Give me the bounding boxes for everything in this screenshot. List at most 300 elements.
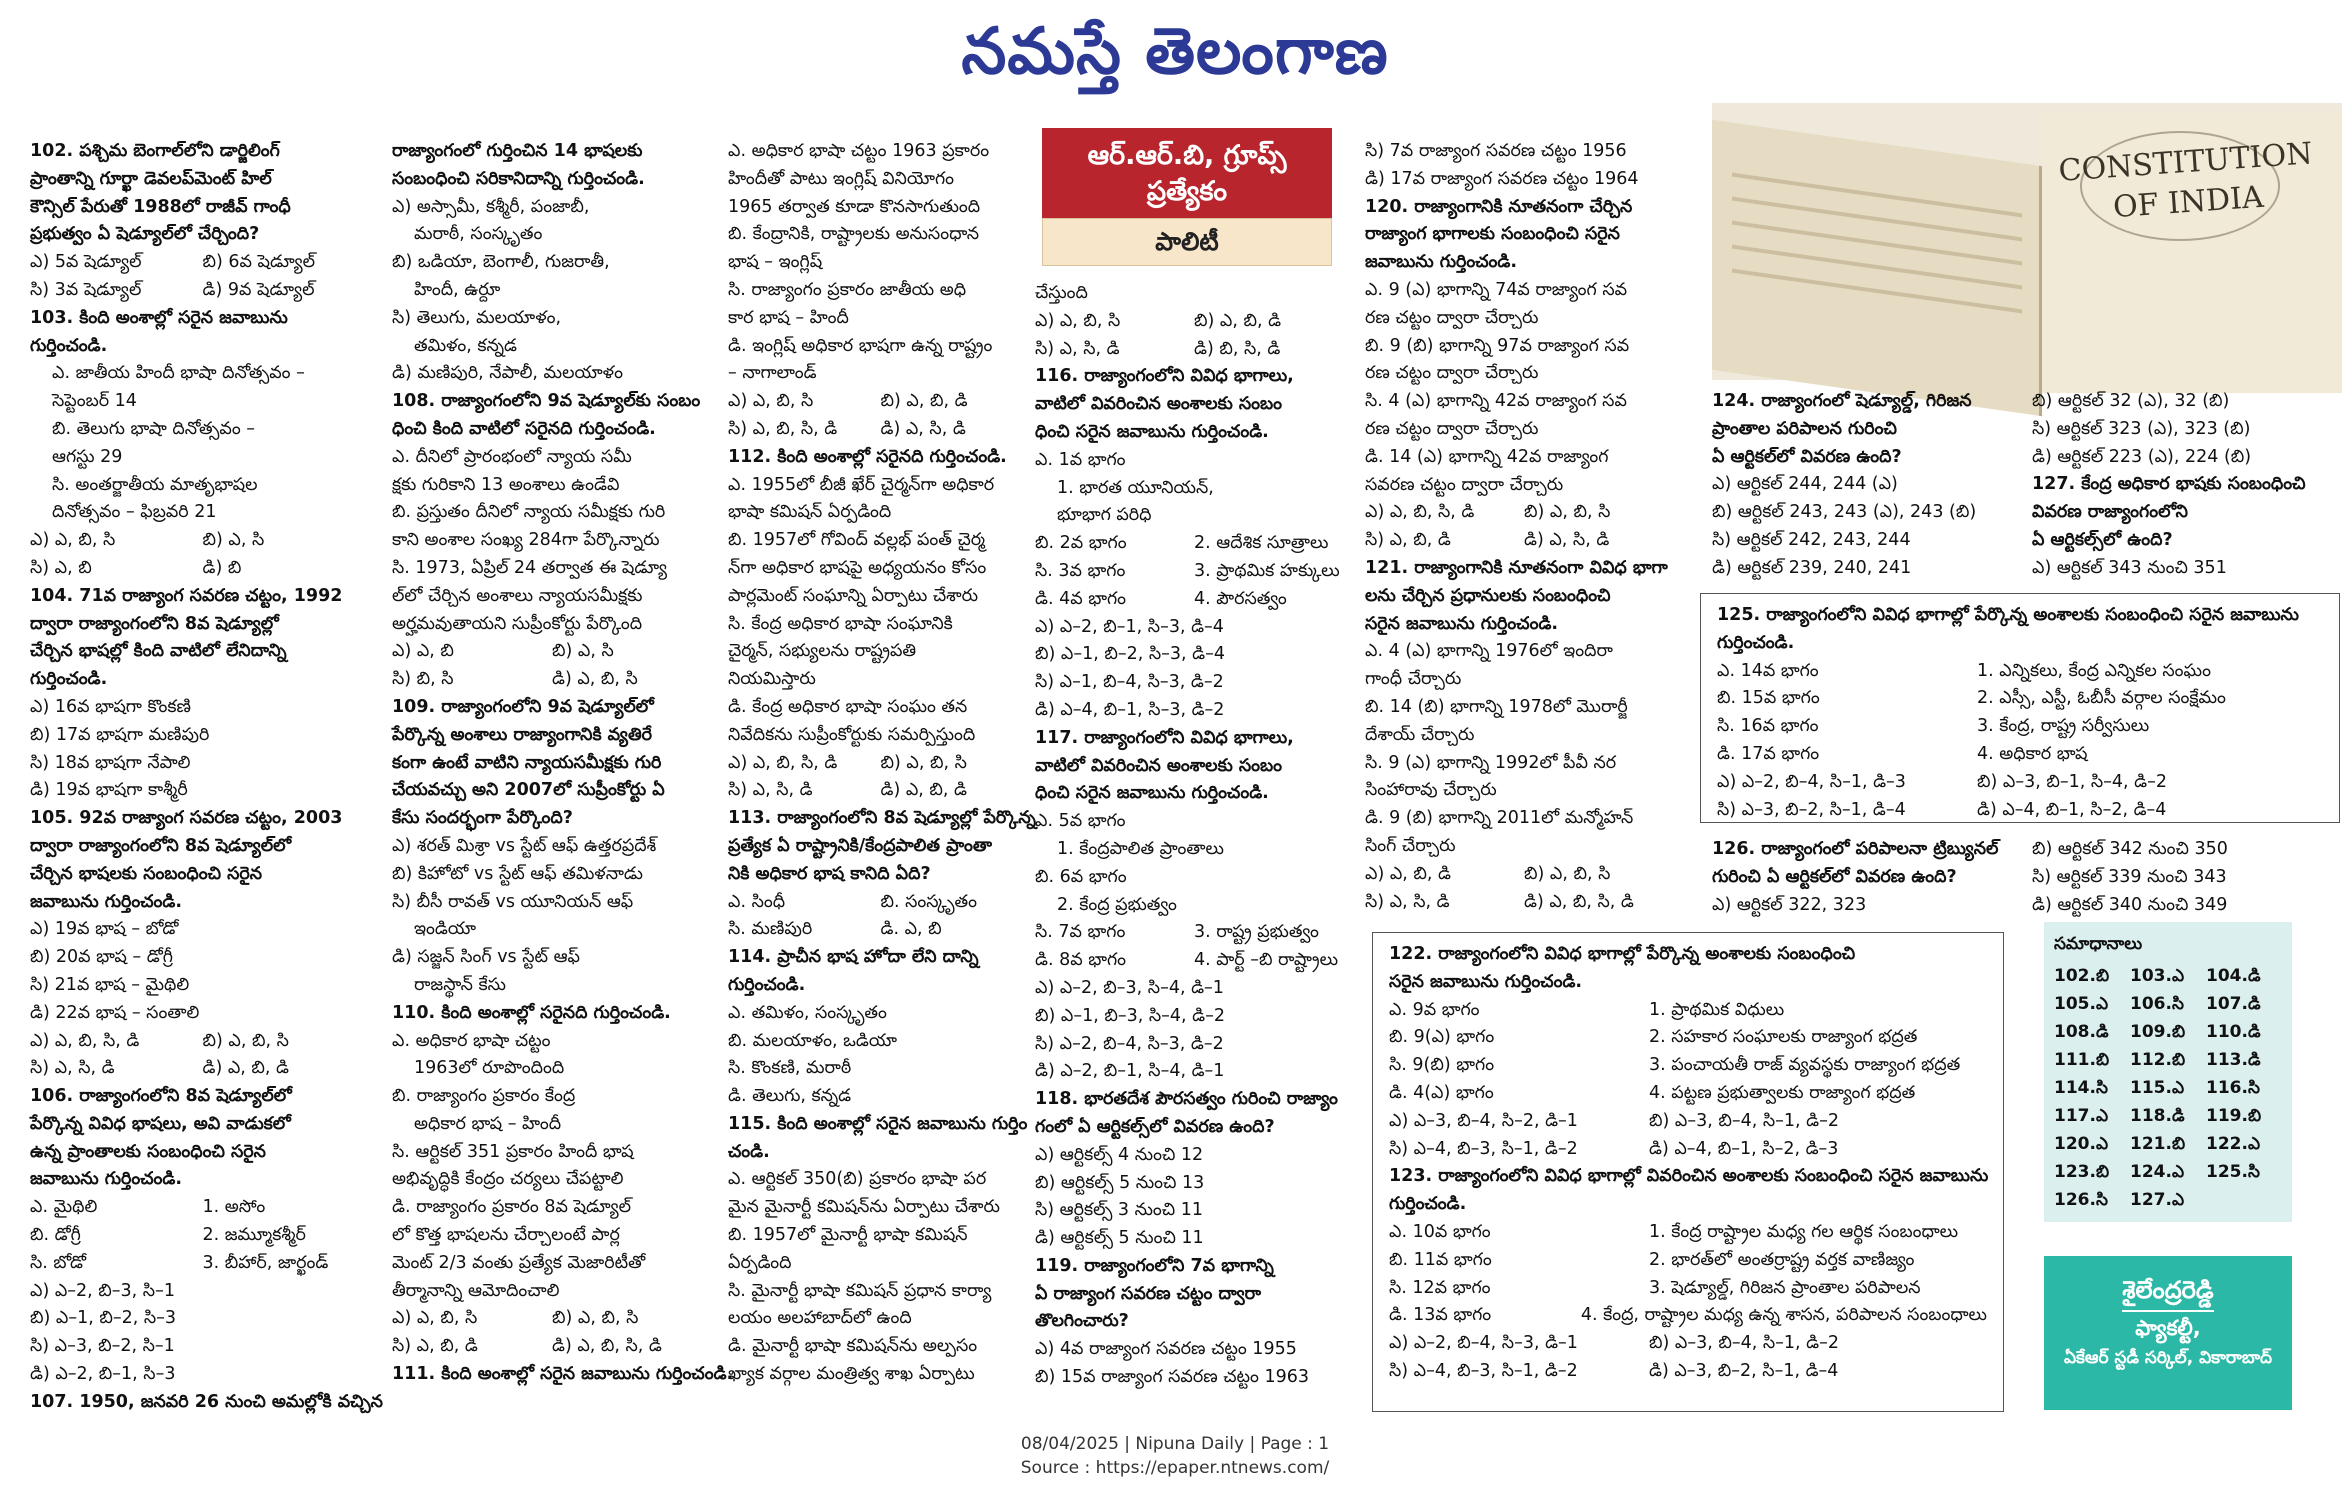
text-line: ఎ) శరత్ మిశ్రా vs స్టేట్ ఆఫ్ ఉత్తరప్రదేశ్ bbox=[392, 835, 657, 856]
option-left: సి) ఎ, సి, డి bbox=[30, 1058, 115, 1079]
column-5 bbox=[1365, 138, 1683, 918]
question-line: 102. పశ్చిమ బెంగాల్‌లోని డార్జిలింగ్ bbox=[30, 141, 280, 161]
option-left: సి) ఎ, సి, డి bbox=[1035, 338, 1120, 359]
question-line: జవాబును గుర్తించండి. bbox=[30, 891, 183, 912]
option-pair-line bbox=[1035, 558, 1353, 586]
text-line: సి. 4 (ఎ) భాగాన్ని 42వ రాజ్యాంగ సవ bbox=[1365, 391, 1627, 412]
question-line: ద్వారా రాజ్యాంగంలోని 8వ షెడ్యూల్‌లో bbox=[30, 835, 292, 856]
answer-item: 124.ఎ bbox=[2130, 1162, 2185, 1182]
book-left-page bbox=[1712, 120, 2042, 416]
text-line: డి) 19వ భాషగా కాశ్మీరీ bbox=[30, 780, 188, 801]
text-line: సి) ఆర్టికల్స్ 3 నుంచి 11 bbox=[1035, 1200, 1204, 1221]
question-line: గంలో ఏ ఆర్టికల్స్‌లో వివరణ ఉంది? bbox=[1035, 1116, 1275, 1137]
question-line: తొలగించారు? bbox=[1035, 1311, 1129, 1332]
text-line: బి) ఒడియా, బెంగాలీ, గుజరాతీ, bbox=[392, 252, 610, 273]
option-left: బి. డోగ్రీ bbox=[30, 1225, 81, 1246]
question-line: సరైన జవాబును గుర్తించండి. bbox=[1365, 613, 1559, 634]
author-place: ఏకేఆర్ స్టడీ సర్కిల్, వికారాబాద్ bbox=[2063, 1348, 2273, 1368]
text-line: ఎ) ఆర్టికల్ 244, 244 (ఎ) bbox=[1712, 474, 1898, 495]
question-line: 122. రాజ్యాంగంలోని వివిధ భాగాల్లో పేర్కొన్న అంశాలకు సంబంధించి bbox=[1389, 944, 1856, 964]
option-left: బి. 9(ఎ) భాగం bbox=[1389, 1027, 1495, 1048]
option-left: సి) ఎ–4, బి–3, సి–1, డి–2 bbox=[1389, 1360, 1578, 1381]
answer-item: 119.బి bbox=[2206, 1106, 2262, 1126]
question-line: చేర్చిన భాషలకు సంబంధించి సరైన bbox=[30, 863, 263, 884]
text-line: ల్‌లో చేర్చిన అంశాలు న్యాయసమీక్షకు bbox=[392, 585, 643, 606]
text-line: సి) 21వ భాష – మైథిలి bbox=[30, 974, 190, 995]
option-left: సి) ఎ–4, బి–3, సి–1, డి–2 bbox=[1389, 1138, 1578, 1159]
footer-source-line: Source : https://epaper.ntnews.com/ bbox=[1020, 1458, 1330, 1478]
text-line: డి. ఇంగ్లిష్ అధికార భాషగా ఉన్న రాష్ట్రం bbox=[728, 335, 993, 356]
text-line: సి) 7వ రాజ్యాంగ సవరణ చట్టం 1956 bbox=[1365, 141, 1627, 161]
question-line: 108. రాజ్యాంగంలోని 9వ షెడ్యూల్‌కు సంబం bbox=[392, 391, 701, 412]
option-left: ఎ) ఎ, బి, సి bbox=[392, 1308, 478, 1329]
option-right: బి. సంస్కృతం bbox=[880, 891, 978, 912]
text-line: దేశాయ్ చేర్చారు bbox=[1365, 724, 1475, 745]
text-line: ఎ) 4వ రాజ్యాంగ సవరణ చట్టం 1955 bbox=[1035, 1339, 1297, 1360]
option-pair-line bbox=[30, 1250, 375, 1278]
text-line: హిందీ, ఉర్దూ bbox=[414, 279, 501, 300]
option-right: బి) ఎ, బి, సి bbox=[552, 1308, 639, 1329]
text-line: బి) ఎ–1, బి–2, సి–3 bbox=[30, 1308, 177, 1329]
question-line: 113. రాజ్యాంగంలోని 8వ షెడ్యూల్లో పేర్కొన్న bbox=[728, 808, 1036, 829]
text-line: సవరణ చట్టం ద్వారా చేర్చారు bbox=[1365, 474, 1564, 495]
option-left: డి. 4వ భాగం bbox=[1035, 588, 1127, 609]
option-right: బి) ఎ–3, బి–4, సి–1, డి–2 bbox=[1649, 1333, 1839, 1354]
option-right: 1. అసోం bbox=[202, 1197, 266, 1218]
question-line: 116. రాజ్యాంగంలోని వివిధ భాగాలు, bbox=[1035, 366, 1294, 387]
option-pair-line bbox=[1365, 889, 1683, 917]
option-right: డి) ఎ–4, బి–1, సి–2, డి–4 bbox=[1977, 799, 2167, 820]
text-line: సింహారావు చేర్చారు bbox=[1365, 780, 1497, 801]
option-right: 3. బీహార్, జార్ఖండ్ bbox=[202, 1252, 329, 1273]
option-right: 4. పార్ట్ –బి రాష్ట్రాలు bbox=[1194, 950, 1339, 971]
option-right: డి) ఎ, బి, డి bbox=[880, 780, 967, 801]
question-line: ధించి సరైన జవాబును గుర్తించండి. bbox=[1035, 421, 1269, 442]
text-line: సి. అంతర్జాతీయ మాతృభాషల bbox=[52, 474, 258, 495]
option-left: ఎ) ఎ, బి bbox=[392, 641, 454, 662]
q124-left bbox=[1712, 388, 2032, 583]
option-pair-line bbox=[728, 916, 1033, 944]
text-line: ఎ. దీనిలో ప్రారంభంలో న్యాయ సమీ bbox=[392, 446, 632, 467]
text-line: బి) ఆర్టికల్ 243, 243 (ఎ), 243 (బి) bbox=[1712, 502, 1977, 523]
text-line: డి) ఆర్టికల్ 239, 240, 241 bbox=[1712, 557, 1912, 578]
option-right: డి) ఎ, బి, సి, డి bbox=[1524, 891, 1634, 912]
question-line: ప్రభుత్వం ఏ షెడ్యూల్‌లో చేర్చింది? bbox=[30, 224, 260, 245]
question-line: నికి అధికార భాష కానిది ఏది? bbox=[728, 863, 931, 884]
question-line: ప్రాంతాన్ని గూర్ఖా డెవలప్‌మెంట్ హిల్ bbox=[30, 168, 272, 189]
option-pair-line bbox=[1389, 1080, 1987, 1108]
text-line: దినోత్సవం – ఫిబ్రవరి 21 bbox=[52, 502, 217, 523]
text-line: బి) ఆర్టికల్స్ 5 నుంచి 13 bbox=[1035, 1172, 1205, 1193]
question-line: జవాబును గుర్తించండి. bbox=[30, 1169, 183, 1190]
answer-item: 120.ఎ bbox=[2054, 1134, 2109, 1154]
answers-title: సమాధానాలు bbox=[2054, 934, 2143, 954]
option-left: ఎ) ఎ, బి, సి bbox=[30, 530, 116, 551]
option-left: ఎ. సింధీ bbox=[728, 891, 786, 912]
text-line: బి) ఎ–1, బి–3, సి–4, డి–2 bbox=[1035, 1005, 1225, 1026]
question-line: 118. భారతదేశ పౌరసత్వం గురించి రాజ్యాం bbox=[1035, 1089, 1338, 1110]
text-line: ఎ. అధికార భాషా చట్టం 1963 ప్రకారం bbox=[728, 141, 990, 161]
option-right: బి) ఎ, బి, సి bbox=[880, 752, 967, 773]
option-right: బి) ఎ–3, బి–4, సి–1, డి–2 bbox=[1649, 1110, 1839, 1131]
option-left: ఎ) ఎ, బి, సి, డి bbox=[30, 1030, 140, 1051]
question-line: గురించి ఏ ఆర్టికల్‌లో వివరణ ఉంది? bbox=[1712, 866, 1957, 887]
question-line: ధించి కింది వాటిలో సరైనది గుర్తించండి. bbox=[392, 418, 656, 439]
text-line: డి. తెలుగు, కన్నడ bbox=[728, 1086, 852, 1107]
option-left: సి) ఎ, బి, డి bbox=[1365, 530, 1451, 551]
text-line: ఏర్పడింది bbox=[728, 1252, 792, 1273]
text-line: 2. కేంద్ర ప్రభుత్వం bbox=[1057, 894, 1177, 915]
option-pair-line bbox=[1717, 741, 2323, 769]
question-line: చేయవచ్చు అని 2007లో సుప్రీంకోర్టు ఏ bbox=[392, 780, 665, 801]
question-line: చండి. bbox=[728, 1141, 770, 1162]
option-pair-line bbox=[1365, 499, 1683, 527]
option-left: సి. 9(బి) భాగం bbox=[1389, 1055, 1495, 1076]
option-left: ఎ) ఎ, బి, డి bbox=[1365, 863, 1451, 884]
option-right: 1. ప్రాథమిక విధులు bbox=[1649, 999, 1785, 1020]
text-line: నివేదికను సుప్రీంకోర్టుకు సమర్పిస్తుంది bbox=[728, 724, 976, 745]
text-line: డి) ఆర్టికల్ 340 నుంచి 349 bbox=[2032, 894, 2228, 915]
option-pair-line bbox=[1035, 947, 1353, 975]
text-line: బి. ప్రస్తుతం దీనిలో న్యాయ సమీక్షకు గురి bbox=[392, 502, 666, 523]
text-line: ఎ. జాతీయ హిందీ భాషా దినోత్సవం – bbox=[52, 363, 305, 384]
text-line: భూభాగ పరిధి bbox=[1057, 505, 1152, 526]
text-line: ఎ) ఎ–2, బి–1, సి–3, డి–4 bbox=[1035, 616, 1224, 637]
question-line: 115. కింది అంశాల్లో సరైన జవాబును గుర్తిం bbox=[728, 1113, 1028, 1134]
option-pair-line bbox=[1389, 1108, 1987, 1136]
option-right: డి) ఎ, బి, డి bbox=[202, 1058, 289, 1079]
text-line: సి. కొంకణి, మరాఠీ bbox=[728, 1058, 852, 1079]
answer-item: 127.ఎ bbox=[2130, 1190, 2185, 1210]
text-line: నియమిస్తారు bbox=[728, 669, 816, 690]
option-right: 3. ప్రాథమిక హక్కులు bbox=[1194, 560, 1340, 581]
option-left: సి) బి, సి bbox=[392, 669, 454, 690]
option-left: బి. 15వ భాగం bbox=[1717, 688, 1820, 709]
question-line: గుర్తించండి. bbox=[30, 669, 108, 690]
option-left: ఎ. మైథిలి bbox=[30, 1197, 98, 1218]
text-line: బి. 14 (బి) భాగాన్ని 1978లో మొరార్జీ bbox=[1365, 696, 1628, 717]
option-pair-line bbox=[1389, 1275, 1987, 1303]
text-line: డి. 14 (ఎ) భాగాన్ని 42వ రాజ్యాంగ bbox=[1365, 446, 1609, 467]
option-left: సి. 3వ భాగం bbox=[1035, 560, 1126, 581]
question-line: 103. కింది అంశాల్లో సరైన జవాబును bbox=[30, 307, 288, 328]
text-line: బి. రాజ్యాంగం ప్రకారం కేంద్ర bbox=[392, 1086, 576, 1107]
answer-item: 115.ఎ bbox=[2130, 1078, 2185, 1098]
question-line: 107. 1950, జనవరి 26 నుంచి అమల్లోకి వచ్చిన bbox=[30, 1391, 383, 1412]
option-right: డి) ఎ, బి, సి, డి bbox=[552, 1336, 662, 1357]
text-line: ఎ. 1955లో బీజీ ఖేర్ చైర్మన్‌గా అధికార bbox=[728, 474, 995, 495]
text-line: 1963లో రూపొందింది bbox=[414, 1058, 565, 1079]
option-left: సి. బోడో bbox=[30, 1252, 87, 1273]
option-right: బి) 6వ షెడ్యూల్ bbox=[202, 252, 316, 273]
text-line: బి. 9 (బి) భాగాన్ని 97వ రాజ్యాంగ సవ bbox=[1365, 335, 1630, 356]
question-line: కౌన్సిల్ పేరుతో 1988లో రాజీవ్ గాంధీ bbox=[30, 196, 291, 217]
question-126 bbox=[1712, 836, 2342, 926]
option-right: బి) ఎ–3, బి–1, సి–4, డి–2 bbox=[1977, 771, 2167, 792]
text-line: ఎ) ఆర్టికల్స్ 4 నుంచి 12 bbox=[1035, 1144, 1204, 1165]
text-line: కార భాష – హిందీ bbox=[728, 307, 849, 328]
text-line: రణ చట్టం ద్వారా చేర్చారు bbox=[1365, 307, 1539, 328]
newspaper-title: నమస్తే తెలంగాణ bbox=[961, 15, 1389, 89]
option-pair-line bbox=[728, 889, 1033, 917]
question-line: వాటిలో వివరించిన అంశాలకు సంబం bbox=[1035, 394, 1283, 415]
text-line: మైన మైనార్టీ కమిషన్‌ను ఏర్పాటు చేశారు bbox=[728, 1197, 1000, 1218]
option-pair-line bbox=[30, 555, 375, 583]
text-line: డి) ఎ–2, బి–1, సి–4, డి–1 bbox=[1035, 1061, 1225, 1082]
answer-item: 110.డి bbox=[2206, 1022, 2261, 1042]
option-pair-line bbox=[1389, 1136, 1987, 1164]
answer-item: 122.ఎ bbox=[2206, 1134, 2261, 1154]
question-line: ధించి సరైన జవాబును గుర్తించండి. bbox=[1035, 783, 1269, 804]
text-line: చైర్మన్, సభ్యులను రాష్ట్రపతి bbox=[728, 641, 917, 662]
answer-item: 106.సి bbox=[2130, 994, 2184, 1014]
text-line: సి) ఆర్టికల్ 323 (ఎ), 323 (బి) bbox=[2032, 418, 2251, 439]
question-line: ద్వారా రాజ్యాంగంలోని 8వ షెడ్యూల్లో bbox=[30, 613, 279, 634]
question-line: 117. రాజ్యాంగంలోని వివిధ భాగాలు, bbox=[1035, 727, 1294, 748]
option-pair-line bbox=[30, 1222, 375, 1250]
masthead bbox=[0, 4, 2350, 100]
option-pair-line bbox=[1717, 713, 2323, 741]
option-right: డి) ఎ, సి, డి bbox=[1524, 530, 1610, 551]
question-line: జవాబును గుర్తించండి. bbox=[1365, 252, 1518, 273]
question-line: 123. రాజ్యాంగంలోని వివిధ భాగాల్లో వివరించిన అంశాలకు సంబంధించి సరైన జవాబును bbox=[1389, 1166, 1989, 1187]
option-right: 3. రాష్ట్ర ప్రభుత్వం bbox=[1194, 922, 1319, 943]
question-line: రాజ్యాంగ భాగాలకు సంబంధించి సరైన bbox=[1365, 224, 1620, 245]
question-line: 104. 71వ రాజ్యాంగ సవరణ చట్టం, 1992 bbox=[30, 585, 343, 606]
option-left: ఎ) ఎ, బి, సి, డి bbox=[728, 752, 838, 773]
question-line: 105. 92వ రాజ్యాంగ సవరణ చట్టం, 2003 bbox=[30, 808, 343, 829]
option-pair-line bbox=[392, 1333, 712, 1361]
text-line: బి. 1957లో మైనార్టీ భాషా కమిషన్ bbox=[728, 1225, 968, 1246]
option-left: డి. 13వ భాగం bbox=[1389, 1305, 1492, 1326]
text-line: న్‌గా అధికార భాషపై అధ్యయనం కోసం bbox=[728, 557, 987, 578]
text-line: సి. 1973, ఏప్రిల్ 24 తర్వాత ఈ షెడ్యూ bbox=[392, 557, 668, 578]
question-line: చేర్చిన భాషల్లో కింది వాటిలో లేనిదాన్ని bbox=[30, 641, 287, 662]
option-pair-line bbox=[1035, 586, 1353, 614]
option-left: ఎ) ఎ–2, బి–4, సి–1, డి–3 bbox=[1717, 771, 1906, 792]
text-line: బి. మలయాళం, ఒడియా bbox=[728, 1030, 898, 1051]
column-2 bbox=[392, 138, 734, 1398]
question-line: కేసు సందర్భంగా పేర్కొంది? bbox=[392, 808, 573, 829]
question-line: 124. రాజ్యాంగంలో షెడ్యూల్డ్, గిరిజన bbox=[1712, 391, 1972, 411]
option-left: సి. 7వ భాగం bbox=[1035, 922, 1126, 943]
option-pair-line bbox=[1035, 308, 1353, 336]
text-line: డి) ఎ–4, బి–1, సి–3, డి–2 bbox=[1035, 699, 1225, 720]
text-line: మరాఠీ, సంస్కృతం bbox=[414, 224, 543, 245]
option-left: సి) ఎ, సి, డి bbox=[728, 780, 813, 801]
option-pair-line bbox=[392, 1305, 712, 1333]
text-line: బి. కేంద్రానికి, రాష్ట్రాలకు అనుసంధాన bbox=[728, 224, 980, 245]
option-pair-line bbox=[1365, 861, 1683, 889]
text-line: సి) 18వ భాషగా నేపాలి bbox=[30, 752, 191, 773]
text-line: ఎ. తమిళం, సంస్కృతం bbox=[728, 1002, 887, 1023]
question-line: కంగా ఉంటే వాటిని న్యాయసమీక్షకు గురి bbox=[392, 752, 662, 773]
text-line: కాని అంశాల సంఖ్య 284గా పేర్కొన్నారు bbox=[392, 530, 660, 551]
text-line: డి. మైనార్టీ భాషా కమిషన్‌ను అల్పసం bbox=[728, 1336, 978, 1357]
text-line: ఇండియా bbox=[414, 919, 477, 940]
question-line: 121. రాజ్యాంగానికి నూతనంగా వివిధ భాగా bbox=[1365, 557, 1668, 578]
cover-text: CONSTITUTION OF INDIA bbox=[2057, 136, 2314, 226]
text-line: డి) 17వ రాజ్యాంగ సవరణ చట్టం 1964 bbox=[1365, 168, 1639, 189]
option-left: ఎ) 5వ షెడ్యూల్ bbox=[30, 252, 142, 273]
author-box bbox=[2044, 1256, 2292, 1410]
option-right: బి) ఎ, సి bbox=[552, 641, 614, 662]
question-line: సరైన జవాబును గుర్తించండి. bbox=[1389, 971, 1583, 992]
option-pair-line bbox=[392, 666, 712, 694]
answer-item: 103.ఎ bbox=[2130, 966, 2185, 986]
column-1 bbox=[30, 138, 383, 1412]
option-right: బి) ఎ, బి, డి bbox=[880, 391, 968, 412]
text-line: రణ చట్టం ద్వారా చేర్చారు bbox=[1365, 363, 1539, 384]
option-right: డి) ఎ, బి, సి bbox=[552, 669, 638, 690]
question-line: ప్రాంతాల పరిపాలన గురించి bbox=[1712, 418, 1897, 439]
option-right: బి) ఎ, సి bbox=[202, 530, 265, 551]
option-left: ఎ. 10వ భాగం bbox=[1389, 1221, 1491, 1242]
option-left: సి) ఎ–3, బి–2, సి–1, డి–4 bbox=[1717, 799, 1906, 820]
option-left: సి) ఎ, బి, డి bbox=[392, 1336, 478, 1357]
text-line: సి) ఎ–2, బి–4, సి–3, డి–2 bbox=[1035, 1033, 1224, 1054]
text-line: 1965 తర్వాత కూడా కొనసాగుతుంది bbox=[728, 196, 981, 217]
text-line: బి. 1957లో గోవింద్ వల్లభ్ పంత్ చైర్మ bbox=[728, 530, 986, 551]
answer-item: 118.డి bbox=[2130, 1106, 2185, 1126]
option-pair-line bbox=[728, 777, 1033, 805]
text-line: – నాగాలాండ్ bbox=[728, 363, 817, 384]
text-line: మెంట్ 2/3 వంతు ప్రత్యేక మెజారిటీతో bbox=[392, 1252, 646, 1273]
question-line: గుర్తించండి. bbox=[728, 974, 806, 995]
option-right: 1. ఎన్నికలు, కేంద్ర ఎన్నికల సంఘం bbox=[1977, 660, 2211, 681]
column-3 bbox=[728, 138, 1036, 1398]
option-pair-line bbox=[1717, 685, 2323, 713]
option-pair-line bbox=[1389, 997, 1987, 1025]
text-line: సి) తెలుగు, మలయాళం, bbox=[392, 307, 562, 328]
text-line: ఎ. ఆర్టికల్ 350(బి) ప్రకారం భాషా పర bbox=[728, 1169, 987, 1190]
answer-item: 105.ఎ bbox=[2054, 994, 2109, 1014]
answer-item: 117.ఎ bbox=[2054, 1106, 2109, 1126]
text-line: డి) 22వ భాష – సంతాలి bbox=[30, 1002, 200, 1023]
text-line: గాంధీ చేర్చారు bbox=[1365, 669, 1462, 690]
option-right: డి) ఎ–4, బి–1, సి–2, డి–3 bbox=[1649, 1138, 1839, 1159]
text-line: బి) ఆర్టికల్ 342 నుంచి 350 bbox=[2032, 839, 2228, 859]
section-badge bbox=[1042, 128, 1332, 268]
text-line: ఆగస్టు 29 bbox=[52, 446, 123, 467]
column-4 bbox=[1035, 280, 1353, 1400]
text-line: బి) 17వ భాషగా మణిపురి bbox=[30, 724, 210, 745]
option-pair-line bbox=[1717, 797, 2323, 825]
text-line: అధికార భాష – హిందీ bbox=[414, 1113, 562, 1134]
question-line: పేర్కొన్న అంశాలు రాజ్యాంగానికి వ్యతిరే bbox=[392, 724, 653, 745]
answer-item: 111.బి bbox=[2054, 1050, 2110, 1070]
question-line: ప్రత్యేక ఏ రాష్ట్రానికి/కేంద్రపాలిత ప్రాంతా bbox=[728, 835, 992, 856]
option-right: డి) ఎ, సి, డి bbox=[880, 418, 966, 439]
option-right: డి) బి, సి, డి bbox=[1194, 338, 1281, 359]
answer-item: 126.సి bbox=[2054, 1190, 2108, 1210]
option-pair-line bbox=[1389, 1024, 1987, 1052]
option-right: 3. షెడ్యూల్డ్, గిరిజన ప్రాంతాల పరిపాలన bbox=[1649, 1277, 1921, 1298]
text-line: రాజస్థాన్ కేసు bbox=[414, 974, 506, 995]
question-line: ఏ రాజ్యాంగ సవరణ చట్టం ద్వారా bbox=[1035, 1283, 1262, 1304]
answers-box bbox=[2044, 922, 2292, 1222]
q127-right bbox=[2032, 388, 2342, 583]
option-left: సి) ఎ, సి, డి bbox=[1365, 891, 1450, 912]
question-line: గుర్తించండి. bbox=[30, 335, 108, 356]
text-line: బి. తెలుగు భాషా దినోత్సవం – bbox=[52, 418, 256, 439]
text-line: భాషా కమిషన్ ఏర్పడింది bbox=[728, 502, 892, 523]
text-line: అభివృద్ధికి కేంద్రం చర్యలు చేపట్టాలి bbox=[392, 1169, 624, 1190]
question-line: ఏ ఆర్టికల్‌లో వివరణ ఉంది? bbox=[1712, 446, 1902, 467]
q126-left bbox=[1712, 836, 2032, 919]
text-line: ఖ్యాక వర్గాల మంత్రిత్వ శాఖ ఏర్పాటు bbox=[728, 1364, 975, 1385]
text-line: పార్లమెంట్ సంఘాన్ని ఏర్పాటు చేశారు bbox=[728, 585, 979, 606]
answer-item: 104.డి bbox=[2206, 966, 2261, 986]
option-right: 2. సహకార సంఘాలకు రాజ్యాంగ భద్రత bbox=[1649, 1027, 1918, 1048]
answer-item: 102.బి bbox=[2054, 966, 2110, 986]
q126-right bbox=[2032, 836, 2342, 919]
text-line: అర్హమవుతాయని సుప్రీంకోర్టు పేర్కొంది bbox=[392, 613, 643, 634]
option-pair-line bbox=[728, 388, 1033, 416]
text-line: డి) సజ్జన్ సింగ్ vs స్టేట్ ఆఫ్ bbox=[392, 947, 580, 968]
question-line: గుర్తించండి. bbox=[1389, 1194, 1467, 1215]
text-line: ఎ) ఆర్టికల్ 343 నుంచి 351 bbox=[2032, 557, 2227, 578]
author-role: ఫ్యాకల్టీ, bbox=[2135, 1316, 2201, 1340]
option-right: 2. జమ్మూకశ్మీర్ bbox=[202, 1225, 306, 1246]
footer-date-line: 08/04/2025 | Nipuna Daily | Page : 1 bbox=[1020, 1434, 1330, 1454]
option-pair-line bbox=[1389, 1219, 1987, 1247]
question-line: 109. రాజ్యాంగంలోని 9వ షెడ్యూల్‌లో bbox=[392, 696, 654, 717]
option-pair-line bbox=[1717, 658, 2323, 686]
option-right: 4. పౌరసత్వం bbox=[1194, 588, 1287, 609]
text-line: ఎ. 9 (ఎ) భాగాన్ని 74వ రాజ్యాంగ సవ bbox=[1365, 279, 1628, 300]
text-line: సి) బీసీ రావత్ vs యూనియన్ ఆఫ్ bbox=[392, 891, 634, 912]
option-right: 4. కేంద్ర, రాష్ట్రాల మధ్య ఉన్న శాసన, పరిపాలన సంబంధాలు bbox=[1580, 1305, 1987, 1326]
option-left: డి. 8వ భాగం bbox=[1035, 950, 1127, 971]
text-line: క్షకు గురికాని 13 అంశాలు ఉండేవి bbox=[392, 474, 620, 495]
text-line: డి. కేంద్ర అధికార భాషా సంఘం తన bbox=[728, 696, 968, 717]
text-line: సి) ఎ–3, బి–2, సి–1 bbox=[30, 1336, 175, 1357]
option-right: 4. పట్టణ ప్రభుత్వాలకు రాజ్యాంగ భద్రత bbox=[1649, 1082, 1916, 1103]
option-right: 2. భారత్‌లో అంతర్రాష్ట్ర వర్తక వాణిజ్యం bbox=[1649, 1249, 1915, 1270]
text-line: ఎ. 5వ భాగం bbox=[1035, 811, 1126, 832]
option-left: ఎ) ఎ, బి, సి, డి bbox=[1365, 502, 1475, 523]
answer-item: 125.సి bbox=[2206, 1162, 2260, 1182]
question-125-box bbox=[1700, 593, 2340, 823]
option-pair-line bbox=[1365, 527, 1683, 555]
text-line: ఎ) అస్సామీ, కశ్మీరీ, పంజాబీ, bbox=[392, 196, 590, 217]
answer-item: 123.బి bbox=[2054, 1162, 2110, 1182]
option-right: 2. ఎస్సీ, ఎస్టీ, ఓబీసీ వర్గాల సంక్షేమం bbox=[1977, 688, 2226, 709]
option-right: బి) ఎ, బి, డి bbox=[1194, 310, 1282, 331]
option-right: 3. పంచాయతీ రాజ్ వ్యవస్థకు రాజ్యాంగ భద్రత bbox=[1649, 1055, 1961, 1076]
question-line: రాజ్యాంగంలో గుర్తించిన 14 భాషలకు bbox=[392, 141, 643, 161]
text-line: తీర్మానాన్ని ఆమోదించాలి bbox=[392, 1280, 560, 1301]
text-line: భాష – ఇంగ్లిష్ bbox=[728, 252, 823, 273]
option-left: సి. 16వ భాగం bbox=[1717, 716, 1819, 737]
option-pair-line bbox=[392, 638, 712, 666]
option-pair-line bbox=[30, 1028, 375, 1056]
text-line: 1. భారత యూనియన్, bbox=[1057, 477, 1214, 498]
question-line: 106. రాజ్యాంగంలోని 8వ షెడ్యూల్‌లో bbox=[30, 1086, 292, 1107]
badge-subject: పాలిటీ bbox=[1042, 218, 1332, 266]
option-right: 4. అధికార భాష bbox=[1977, 743, 2088, 764]
option-pair-line bbox=[1389, 1247, 1987, 1275]
option-left: ఎ) ఎ, బి, సి bbox=[728, 391, 814, 412]
answers-grid bbox=[2054, 962, 2282, 1214]
option-pair-line bbox=[30, 527, 375, 555]
option-left: డి. 17వ భాగం bbox=[1717, 743, 1820, 764]
option-pair-line bbox=[30, 277, 375, 305]
option-left: బి. 2వ భాగం bbox=[1035, 533, 1127, 554]
text-line: సి. మైనార్టీ భాషా కమిషన్ ప్రధాన కార్యా bbox=[728, 1280, 992, 1301]
text-line: బి) కిహోటో vs స్టేట్ ఆఫ్ తమిళనాడు bbox=[392, 863, 643, 884]
